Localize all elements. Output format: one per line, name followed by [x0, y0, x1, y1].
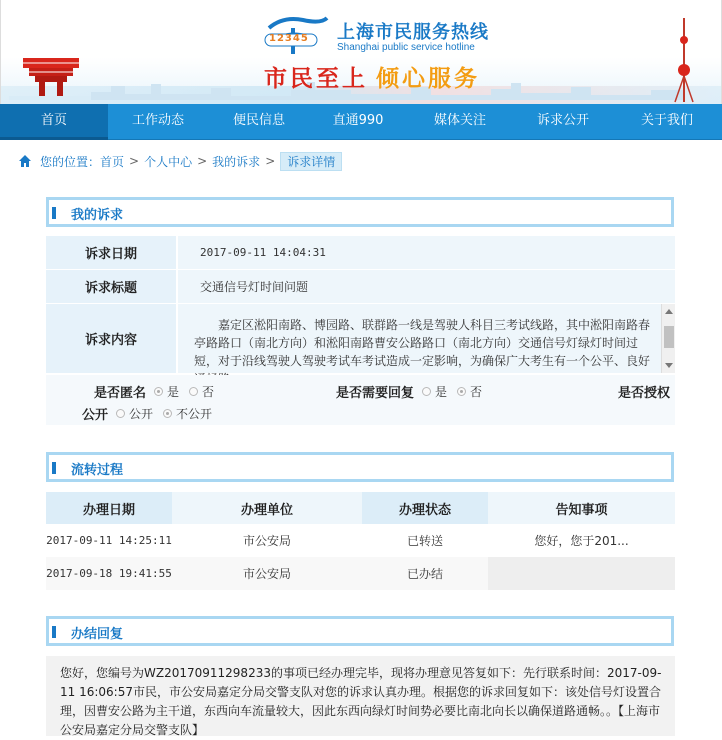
- reply-yes-label: 是: [435, 385, 448, 399]
- content-scrollbar[interactable]: [661, 304, 675, 373]
- reply-needed-label: 是否需要回复: [336, 386, 415, 401]
- scroll-thumb[interactable]: [664, 326, 674, 348]
- reply-needed-option: [336, 382, 488, 401]
- breadcrumb-separator: >: [265, 154, 276, 168]
- reply-no-label: 否: [470, 385, 483, 399]
- breadcrumb-prefix: 您的位置：: [40, 154, 101, 169]
- reply-no-radio[interactable]: [457, 387, 466, 396]
- row-notice[interactable]: 您好，您于201...: [534, 534, 629, 548]
- request-detail-table: [46, 236, 675, 374]
- table-row: [46, 557, 675, 590]
- nav-work-news[interactable]: 工作动态: [131, 113, 184, 128]
- breadcrumb: [18, 152, 342, 170]
- breadcrumb-separator: >: [197, 154, 208, 168]
- public-yes-label: 公开: [129, 407, 154, 421]
- public-no-radio[interactable]: [163, 409, 172, 418]
- row-notice: [488, 557, 675, 590]
- result-reply-text: 您好，您编号为WZ20170911298233的事项已经办理完毕，现将办理意见答复如下：先行联系时间：2017-09-11 16:06:57市民，市公安局嘉定分局交警支队对您的诉求认真办理。根据您的诉求回复如下：该处信号灯设置合理，因曹安公路为主干道，东西向车流量较大，因此东西向绿灯时间势必要比南北向长以确保道路通畅。。【上海市公安局嘉定分局交警支队】: [46, 656, 675, 736]
- section-title: 流转过程: [71, 463, 124, 478]
- reply-yes-radio[interactable]: [422, 387, 431, 396]
- breadcrumb-separator: >: [129, 154, 140, 168]
- authorize-option: [618, 382, 674, 401]
- col-notice-header: 告知事项: [488, 492, 675, 524]
- breadcrumb-current: 诉求详情: [280, 152, 342, 171]
- row-unit: 市公安局: [242, 534, 291, 548]
- nav-requests-public[interactable]: 诉求公开: [536, 113, 589, 128]
- request-content-label: 诉求内容: [46, 304, 176, 373]
- section-result-header: [46, 616, 674, 646]
- anonymous-option: [94, 382, 220, 401]
- section-marker: [52, 626, 56, 638]
- nav-public-info[interactable]: 便民信息: [232, 113, 285, 128]
- request-date-label: 诉求日期: [46, 236, 176, 269]
- nav-about-us[interactable]: 关于我们: [640, 113, 693, 128]
- row-date: 2017-09-11 14:25:11: [46, 534, 172, 547]
- breadcrumb-personal-center[interactable]: 个人中心: [144, 154, 193, 169]
- row-date: 2017-09-18 19:41:55: [46, 567, 172, 580]
- public-option: [82, 404, 218, 423]
- request-date-value: 2017-09-11 14:04:31: [178, 236, 675, 269]
- site-title: 上海市民服务热线: [337, 22, 489, 43]
- request-title-label: 诉求标题: [46, 270, 176, 303]
- process-table-header: [46, 492, 675, 524]
- row-status: 已办结: [406, 567, 443, 581]
- public-yes-radio[interactable]: [116, 409, 125, 418]
- request-options: [46, 375, 675, 425]
- nav-home[interactable]: 首页: [0, 104, 108, 140]
- nav-direct-990[interactable]: 直通990: [332, 113, 384, 128]
- anonymous-yes-label: 是: [167, 385, 180, 399]
- table-row: [46, 524, 675, 557]
- process-table: [46, 492, 675, 590]
- request-content-text: 嘉定区淞阳南路、博园路、联群路一线是驾驶人科目三考试线路，其中淞阳南路春亭路路口（南北方向）和淞阳南路曹安公路路口（南北方向）交通信号灯绿灯时间过短，对于沿线驾驶人驾驶考试车考试造成一定影响，为确保广大考生有一个公平、良好: [194, 318, 651, 368]
- section-process-header: [46, 452, 674, 482]
- col-date-header: 办理日期: [46, 492, 172, 524]
- pearl-tower-icon: [669, 18, 699, 102]
- home-icon: [18, 154, 32, 168]
- scroll-down-icon[interactable]: [665, 363, 673, 368]
- row-status: 已转送: [406, 534, 443, 548]
- site-banner: [0, 0, 722, 104]
- public-label: 公开: [82, 408, 109, 423]
- request-content-box[interactable]: [178, 304, 675, 373]
- breadcrumb-home[interactable]: 首页: [100, 154, 125, 169]
- anonymous-no-label: 否: [202, 385, 215, 399]
- section-title: 办结回复: [71, 627, 124, 642]
- slogan-part-2: 倾心服务: [376, 66, 480, 92]
- row-unit: 市公安局: [242, 567, 291, 581]
- section-marker: [52, 462, 56, 474]
- site-title-en: Shanghai public service hotline: [337, 42, 475, 53]
- col-status-header: 办理状态: [362, 492, 488, 524]
- section-my-request-header: [46, 197, 674, 227]
- breadcrumb-my-requests[interactable]: 我的诉求: [212, 154, 261, 169]
- slogan-part-1: 市民至上: [264, 66, 368, 92]
- public-no-label: 不公开: [176, 407, 213, 421]
- nav-media[interactable]: 媒体关注: [433, 113, 486, 128]
- anonymous-label: 是否匿名: [94, 386, 147, 401]
- anonymous-yes-radio[interactable]: [154, 387, 163, 396]
- section-title: 我的诉求: [71, 208, 124, 223]
- request-title-value: 交通信号灯时间问题: [178, 270, 675, 303]
- authorize-label: 是否授权: [618, 386, 671, 401]
- china-pavilion-icon: [9, 54, 93, 100]
- section-marker: [52, 207, 56, 219]
- main-nav: [0, 104, 722, 140]
- scroll-up-icon[interactable]: [665, 309, 673, 314]
- col-unit-header: 办理单位: [172, 492, 362, 524]
- anonymous-no-radio[interactable]: [189, 387, 198, 396]
- logo-number: 12345: [269, 33, 309, 44]
- slogan: [264, 60, 480, 93]
